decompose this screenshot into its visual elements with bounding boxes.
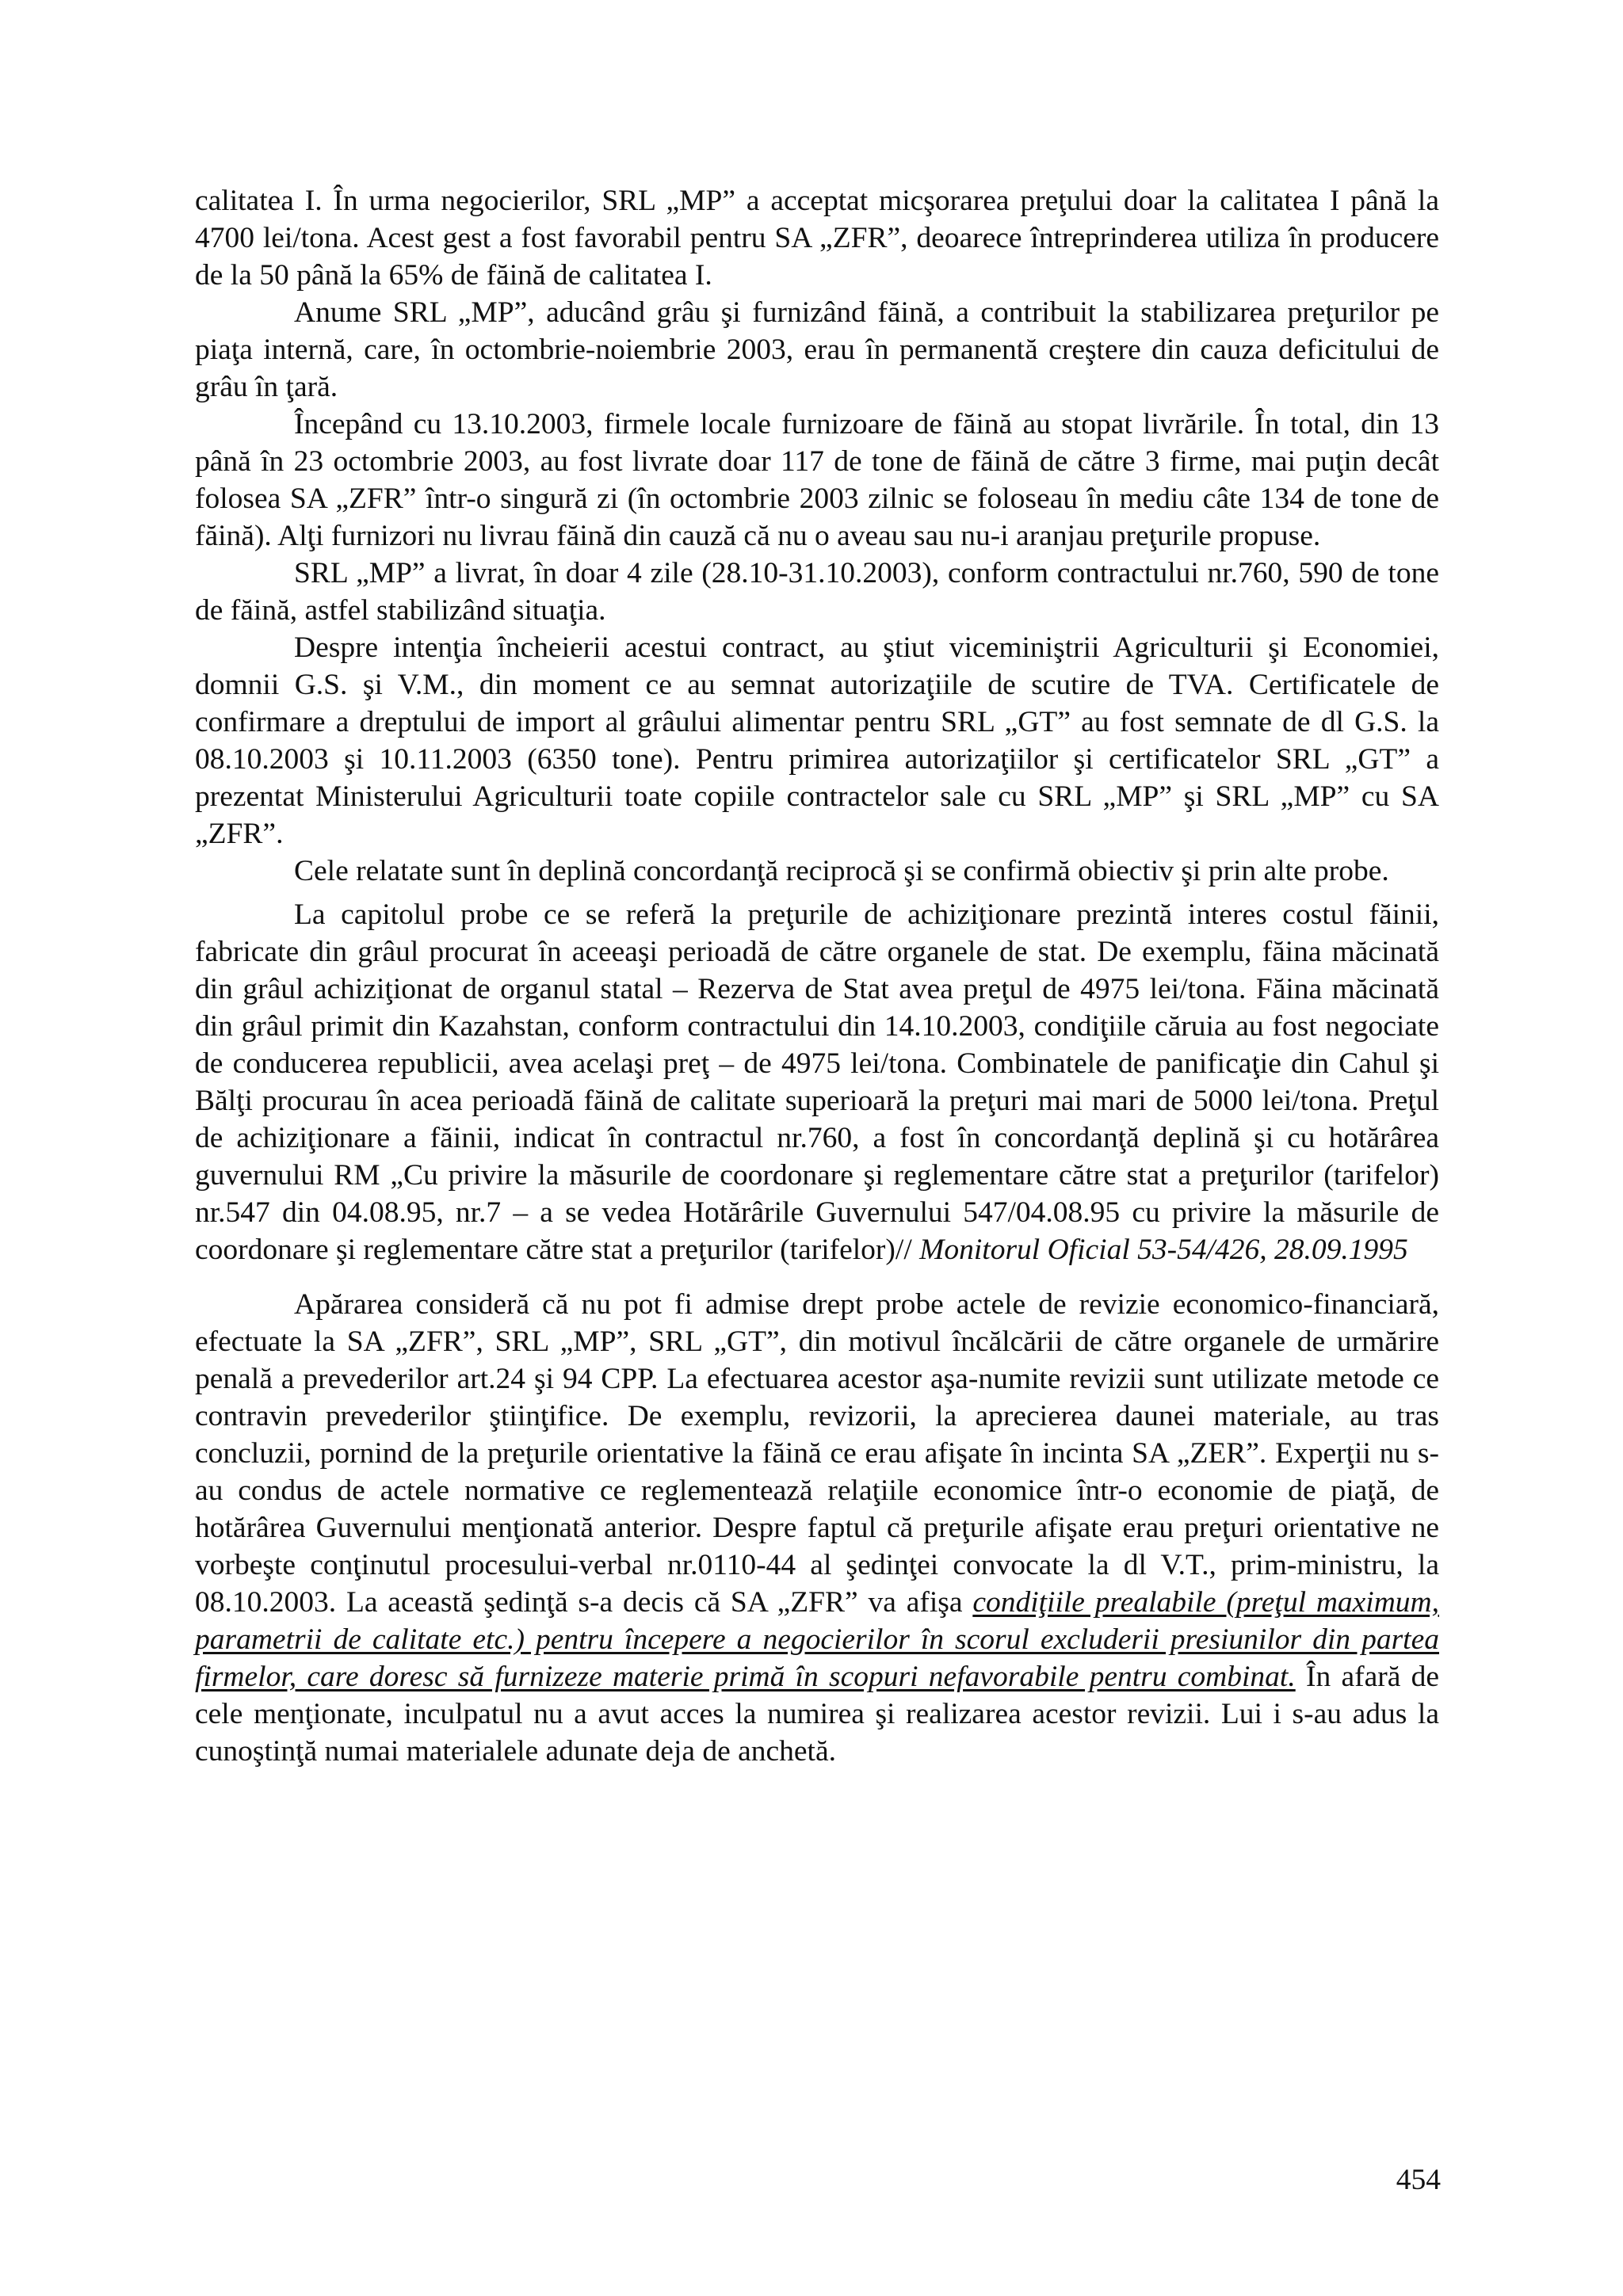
paragraph-6: Cele relatate sunt în deplină concordanţă reciprocă şi se confirmă obiectiv şi prin alte probe. [294,855,1389,887]
paragraph-8 [195,1286,1439,1770]
paragraph-8-text: Apărarea consideră că nu pot fi admise drept probe actele de revizie economico-financiară, efectuate la SA „ZFR”, SRL „MP”, SRL „GT”, din motivul încălcării de către organele de urmărire penală a prevederilor art.24 şi 94 CPP. La efectuarea acestor aşa-numite revizii sunt utilizate metode ce contravin prevederilor ştiinţifice. De exemplu, revizorii, la aprecierea daunei materiale, au tras concluzii, pornind de la preţurile orientative la făină ce erau afişate în incinta SA „ZER”. Experţii nu s-au condus de actele normative ce reglementează relaţiile economice într-o economie de piaţă, de hotărârea Guvernului menţionată anterior. Despre faptul că preţurile afişate erau preţuri orientative ne vorbeşte conţinutul procesului-verbal nr.0110-44 al şedinţei convocate la dl V.T., prim-ministru, la 08.10.2003. La această şedinţă s-a decis că SA „ZFR” va afişa [195,1288,1439,1619]
paragraph-7 [195,896,1439,1268]
monitorul-oficial-citation: Monitorul Oficial 53-54/426, 28.09.1995 [919,1234,1408,1266]
paragraph-5: Despre intenţia încheierii acestui contract, au ştiut viceminiştrii Agriculturii şi Economiei, domnii G.S. şi V.M., din moment ce au semnat autorizaţiile de scutire de TVA. Certificatele de confirmare a dreptului de import al grâului alimentar pentru SRL „GT” au fost semnate de dl G.S. la 08.10.2003 şi 10.11.2003 (6350 tone). Pentru primirea autorizaţiilor şi certificatelor SRL „GT” a prezentat Ministerului Agriculturii toate copiile contractelor sale cu SRL „MP” şi SRL „MP” cu SA „ZFR”. [195,631,1439,850]
paragraph-2: Anume SRL „MP”, aducând grâu şi furnizând făină, a contribuit la stabilizarea preţurilor pe piaţa internă, care, în octombrie-noiembrie 2003, erau în permanentă creştere din cauza deficitului de grâu în ţară. [195,296,1439,403]
paragraph-1: calitatea I. În urma negocierilor, SRL „MP” a acceptat micşorarea preţului doar la calitatea I până la 4700 lei/tona. Acest gest a fost favorabil pentru SA „ZFR”, deoarece întreprinderea utiliza în producere de la 50 până la 65% de făină de calitatea I. [195,185,1439,292]
underlined-quotation: condiţiile prealabile (preţul maximum, parametrii de calitate etc.) pentru începere a negocierilor în scorul excluderii presiunilor din partea firmelor, care doresc să furnizeze materie primă în scopuri nefavorabile pentru combinat. [195,1586,1439,1693]
paragraph-3: Începând cu 13.10.2003, firmele locale furnizoare de făină au stopat livrările. În total, din 13 până în 23 octombrie 2003, au fost livrate doar 117 de tone de făină de către 3 firme, mai puţin decât folosea SA „ZFR” într-o singură zi (în octombrie 2003 zilnic se foloseau în mediu câte 134 de tone de făină). Alţi furnizori nu livrau făină din cauză că nu o aveau sau nu-i aranjau preţurile propuse. [195,408,1439,552]
page-number: 454 [1396,2164,1441,2196]
paragraph-8-ending: În afară de cele menţionate, inculpatul nu a avut acces la numirea şi realizarea acestor revizii. Lui i s-au adus la cunoştinţă numai materialele adunate deja de anchetă. [195,1661,1440,1768]
document-page [195,182,1439,1770]
paragraph-7-text: La capitolul probe ce se referă la preţurile de achiziţionare prezintă interes costul făinii, fabricate din grâul procurat în aceeaşi perioadă de către organele de stat. De exemplu, făina măcinată din grâul achiziţionat de organul statal – Rezerva de Stat avea preţul de 4975 lei/tona. Făina măcinată din grâul primit din Kazahstan, conform contractului din 14.10.2003, condiţiile căruia au fost negociate de conducerea republicii, avea acelaşi preţ – de 4975 lei/tona. Combinatele de panificaţie din Cahul şi Bălţi procurau în acea perioadă făină de calitate superioară la preţuri mai mari de 5000 lei/tona. Preţul de achiziţionare a făinii, indicat în contractul nr.760, a fost în concordanţă deplină şi cu hotărârea guvernului RM „Cu privire la măsurile de coordonare şi reglementare către stat a preţurilor (tarifelor) nr.547 din 04.08.95, nr.7 – a se vedea Hotărârile Guvernului 547/04.08.95 cu privire la măsurile de coordonare şi reglementare către stat a preţurilor (tarifelor)// [195,898,1439,1266]
paragraph-4: SRL „MP” a livrat, în doar 4 zile (28.10-31.10.2003), conform contractului nr.760, 590 de tone de făină, astfel stabilizând situaţia. [195,557,1439,627]
